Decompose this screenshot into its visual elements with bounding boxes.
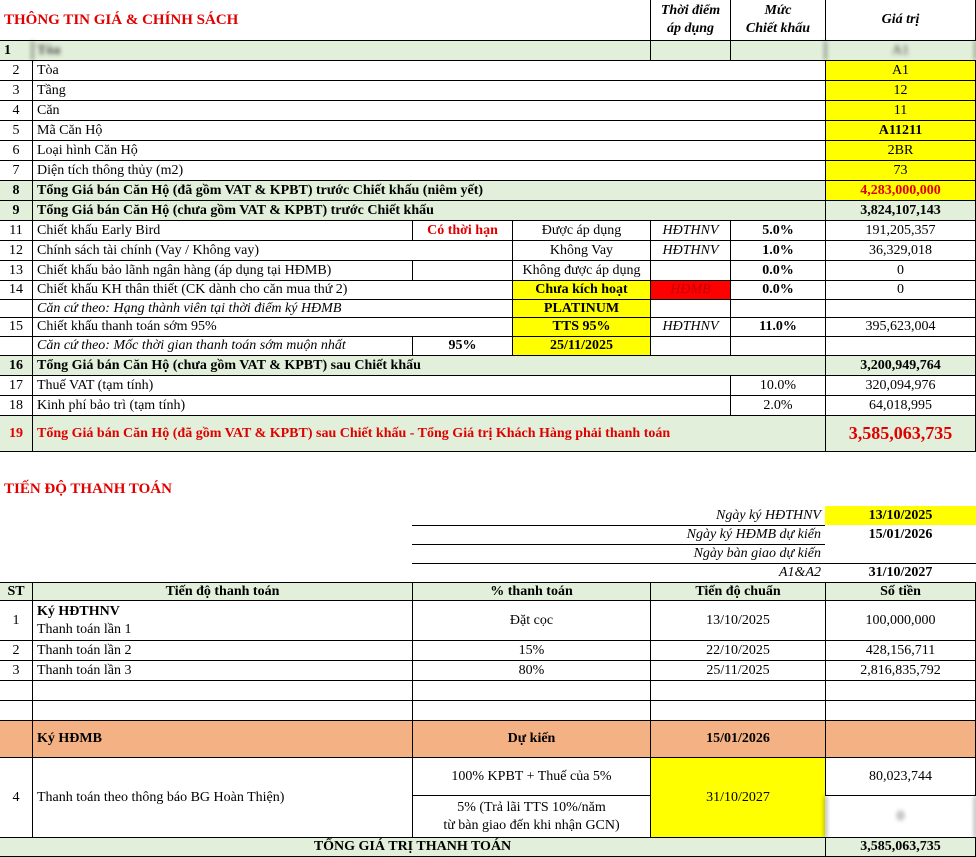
payment-amount: 100,000,000 — [825, 601, 976, 640]
row-value: 3,585,063,735 — [825, 416, 976, 451]
total-label: TỔNG GIÁ TRỊ THANH TOÁN — [313, 839, 512, 854]
row-no: 7 — [12, 162, 20, 178]
row-status: Không Vay — [512, 241, 650, 260]
row-label: Tổng Giá bán Căn Hộ (chưa gồm VAT & KPBT) sau Chiết khấu — [32, 356, 825, 375]
row-2 — [0, 60, 976, 80]
row-16 — [0, 355, 976, 375]
row-status: PLATINUM — [512, 300, 650, 317]
row-rate: 5.0% — [730, 221, 825, 240]
row-value: A11211 — [825, 121, 976, 140]
hdmb-date-label: Ngày ký HĐMB dự kiến — [412, 525, 825, 544]
row-no: 16 — [9, 357, 23, 373]
row-value: 11 — [825, 101, 976, 120]
row-19-grand-total — [0, 415, 976, 452]
col-header-discount: Mức Chiết khấu — [730, 0, 825, 40]
col-header-st: ST — [7, 583, 25, 599]
row-time: HĐTHNV — [650, 241, 730, 260]
row-value: 73 — [825, 161, 976, 180]
col-header-time: Thời điểm áp dụng — [650, 0, 730, 40]
row-no: 2 — [12, 642, 20, 658]
row-status: Không được áp dụng — [512, 261, 650, 280]
row-time: HĐMB — [650, 281, 730, 299]
row-no: 15 — [9, 319, 23, 334]
row-label: Tòa — [32, 61, 825, 80]
row-status: TTS 95% — [512, 318, 650, 336]
payment-label: Thanh toán theo thông báo BG Hoàn Thiện) — [32, 758, 412, 837]
row-no: 3 — [12, 82, 20, 98]
hdmb-date: 15/01/2026 — [650, 721, 825, 757]
row-no: 8 — [12, 182, 20, 198]
row-15-basis — [0, 336, 976, 355]
payment-percent-a: 100% KPBT + Thuế của 5% — [412, 758, 650, 796]
building-label: A1&A2 — [412, 563, 825, 582]
row-13 — [0, 260, 976, 280]
row-label: Mã Căn Hộ — [32, 121, 825, 140]
total-value: 3,585,063,735 — [825, 838, 976, 856]
row-4 — [0, 100, 976, 120]
sign-date-value: 13/10/2025 — [825, 506, 976, 525]
row-label: Căn — [32, 101, 825, 120]
row-label: Thuế VAT (tạm tính) — [32, 376, 730, 395]
row-8 — [0, 180, 976, 200]
payment-amount-b: 0 — [825, 796, 976, 838]
row-no: 2 — [12, 62, 20, 78]
row-9 — [0, 200, 976, 220]
row-value: 0 — [825, 281, 976, 299]
payment-label: Ký HĐTHNV Thanh toán lần 1 — [32, 601, 412, 640]
handover-date-row — [0, 544, 976, 563]
row-5 — [0, 120, 976, 140]
row-no: 11 — [9, 222, 23, 238]
row-status: Chưa kích hoạt — [512, 281, 650, 299]
row-rate: 11.0% — [730, 318, 825, 336]
row-value: 12 — [825, 81, 976, 100]
row-value: A1 — [825, 41, 976, 60]
row-value: 320,094,976 — [825, 376, 976, 395]
row-label: Căn cứ theo: Mốc thời gian thanh toán sớm muộn nhất — [32, 337, 412, 355]
row-rate: 0.0% — [730, 281, 825, 299]
row-no: 14 — [9, 282, 23, 297]
row-no: 18 — [9, 397, 23, 413]
row-label: Chiết khấu Early Bird — [32, 221, 412, 240]
sign-date-label: Ngày ký HĐTHNV — [716, 507, 821, 523]
hdmb-date-row — [0, 525, 976, 544]
row-no: 9 — [12, 202, 20, 218]
payment-percent: 15% — [412, 641, 650, 660]
hdmb-date-value: 15/01/2026 — [868, 526, 933, 542]
row-no: 3 — [12, 662, 20, 678]
row-no: 1 — [12, 612, 20, 628]
schedule-title-row — [0, 479, 976, 499]
payment-date: 25/11/2025 — [650, 661, 825, 680]
row-label: Căn cứ theo: Hạng thành viên tại thời điểm ký HĐMB — [32, 300, 512, 317]
row-note: 95% — [412, 337, 512, 355]
row-no: 17 — [9, 377, 23, 393]
row-6 — [0, 140, 976, 160]
row-15 — [0, 317, 976, 336]
row-7 — [0, 160, 976, 180]
payment-row-1 — [0, 600, 976, 640]
row-status: Được áp dụng — [512, 221, 650, 240]
row-3 — [0, 80, 976, 100]
row-label: Tòa — [32, 41, 650, 60]
row-value: 64,018,995 — [825, 396, 976, 415]
col-header-date: Tiến độ chuẩn — [650, 583, 825, 600]
row-rate: 2.0% — [730, 396, 825, 415]
payment-label: Thanh toán lần 3 — [32, 661, 412, 680]
row-value: 36,329,018 — [825, 241, 976, 260]
row-value: 395,623,004 — [825, 318, 976, 336]
payment-row-2 — [0, 640, 976, 660]
empty-row — [0, 680, 976, 700]
row-label: Diện tích thông thủy (m2) — [32, 161, 825, 180]
row-11 — [0, 220, 976, 240]
payment-label: Thanh toán lần 2 — [32, 641, 412, 660]
payment-amount: 2,816,835,792 — [825, 661, 976, 680]
row-label: Tổng Giá bán Căn Hộ (đã gồm VAT & KPBT) sau Chiết khấu - Tổng Giá trị Khách Hàng phải thanh toán — [32, 416, 825, 451]
row-label: Kinh phí bảo trì (tạm tính) — [32, 396, 730, 415]
schedule-title: TIẾN ĐỘ THANH TOÁN — [4, 480, 172, 497]
row-14-basis — [0, 299, 976, 317]
row-time: HĐTHNV — [650, 318, 730, 336]
row-rate: 10.0% — [730, 376, 825, 395]
row-1 — [0, 40, 976, 60]
row-no: 1 — [4, 42, 11, 58]
payment-row-4 — [0, 757, 976, 837]
payment-percent: Đặt cọc — [412, 601, 650, 640]
row-label: Tổng Giá bán Căn Hộ (đã gồm VAT & KPBT) trước Chiết khấu (niêm yết) — [32, 181, 825, 200]
row-label: Tầng — [32, 81, 825, 100]
row-label: Chiết khấu KH thân thiết (CK dành cho căn mua thứ 2) — [32, 281, 512, 299]
row-label: Chiết khấu thanh toán sớm 95% — [32, 318, 512, 336]
row-value: 0 — [825, 261, 976, 280]
row-17 — [0, 375, 976, 395]
row-no: 4 — [12, 102, 20, 118]
col-header-amount: Số tiền — [825, 583, 976, 600]
handover-date-value: 31/10/2027 — [825, 563, 976, 582]
row-no: 4 — [12, 789, 20, 805]
row-no: 13 — [9, 262, 23, 278]
payment-row-3 — [0, 660, 976, 680]
payment-percent-b: 5% (Trả lãi TTS 10%/năm từ bàn giao đến khi nhận GCN) — [412, 796, 650, 838]
row-status: 25/11/2025 — [512, 337, 650, 355]
row-value: 4,283,000,000 — [825, 181, 976, 200]
row-note: Có thời hạn — [412, 221, 512, 240]
row-no: 12 — [9, 242, 23, 258]
building-row — [0, 563, 976, 582]
payment-date: 13/10/2025 — [650, 601, 825, 640]
row-rate: 0.0% — [730, 261, 825, 280]
col-header-value: Giá trị — [825, 0, 976, 40]
col-header-progress: Tiến độ thanh toán — [32, 583, 412, 600]
row-label: Chính sách tài chính (Vay / Không vay) — [32, 241, 512, 260]
row-value: 3,824,107,143 — [825, 201, 976, 220]
price-header-row — [0, 0, 976, 40]
payment-date: 31/10/2027 — [650, 758, 825, 837]
row-value: 191,205,357 — [825, 221, 976, 240]
payment-date: 22/10/2025 — [650, 641, 825, 660]
row-value: A1 — [825, 61, 976, 80]
row-time: HĐTHNV — [650, 221, 730, 240]
schedule-total-row — [0, 837, 976, 857]
row-12 — [0, 240, 976, 260]
page-title: THÔNG TIN GIÁ & CHÍNH SÁCH — [4, 11, 239, 28]
row-value: 2BR — [825, 141, 976, 160]
hdmb-row — [0, 720, 976, 757]
row-value: 3,200,949,764 — [825, 356, 976, 375]
empty-row — [0, 700, 976, 720]
payment-percent: 80% — [412, 661, 650, 680]
row-no: 19 — [9, 425, 23, 441]
row-no: 6 — [12, 142, 20, 158]
payment-amount-a: 80,023,744 — [825, 758, 976, 796]
sign-date-row — [0, 506, 976, 525]
row-label: Chiết khấu bảo lãnh ngân hàng (áp dụng tại HĐMB) — [32, 261, 412, 280]
row-rate: 1.0% — [730, 241, 825, 260]
row-14 — [0, 280, 976, 299]
hdmb-percent: Dự kiến — [412, 721, 650, 757]
col-header-percent: % thanh toán — [412, 583, 650, 600]
payment-amount: 428,156,711 — [825, 641, 976, 660]
row-label: Tổng Giá bán Căn Hộ (chưa gồm VAT & KPBT) trước Chiết khấu — [32, 201, 825, 220]
hdmb-label: Ký HĐMB — [32, 721, 412, 757]
schedule-header-row — [0, 582, 976, 600]
row-18 — [0, 395, 976, 415]
row-no: 5 — [12, 122, 20, 138]
handover-date-label: Ngày bàn giao dự kiến — [412, 544, 825, 563]
row-label: Loại hình Căn Hộ — [32, 141, 825, 160]
